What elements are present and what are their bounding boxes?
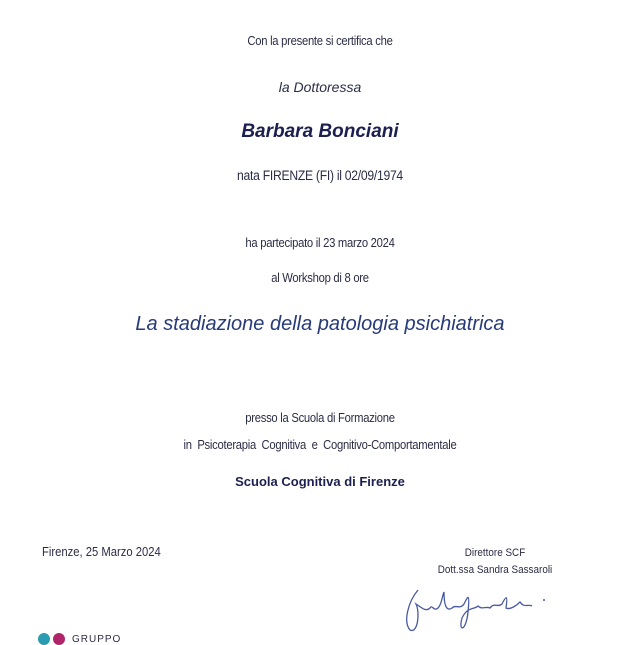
signature [398,582,558,637]
participation-date: ha partecipato il 23 marzo 2024 [245,236,395,250]
honorific: la Dottoressa [278,79,362,95]
program-name: in Psicoterapia Cognitiva e Cognitivo-Comportamentale [183,438,457,452]
school-name: Scuola Cognitiva di Firenze [235,474,405,489]
course-title: La stadiazione della patologia psichiatrica [135,313,505,335]
logo-magenta-dot [53,633,65,645]
logo-teal-dot [38,633,50,645]
workshop-duration: al Workshop di 8 ore [271,271,369,285]
group-logo [38,633,121,645]
director-name: Dott.ssa Sandra Sassaroli [437,564,553,576]
director-role: Direttore SCF [464,547,526,559]
school-intro: presso la Scuola di Formazione [245,411,395,425]
birth-info: nata FIRENZE (FI) il 02/09/1974 [237,168,403,183]
place-date: Firenze, 25 Marzo 2024 [42,545,161,559]
recipient-name: Barbara Bonciani [241,121,399,142]
logo-text: GRUPPO [72,633,122,645]
intro-text: Con la presente si certifica che [247,34,393,48]
